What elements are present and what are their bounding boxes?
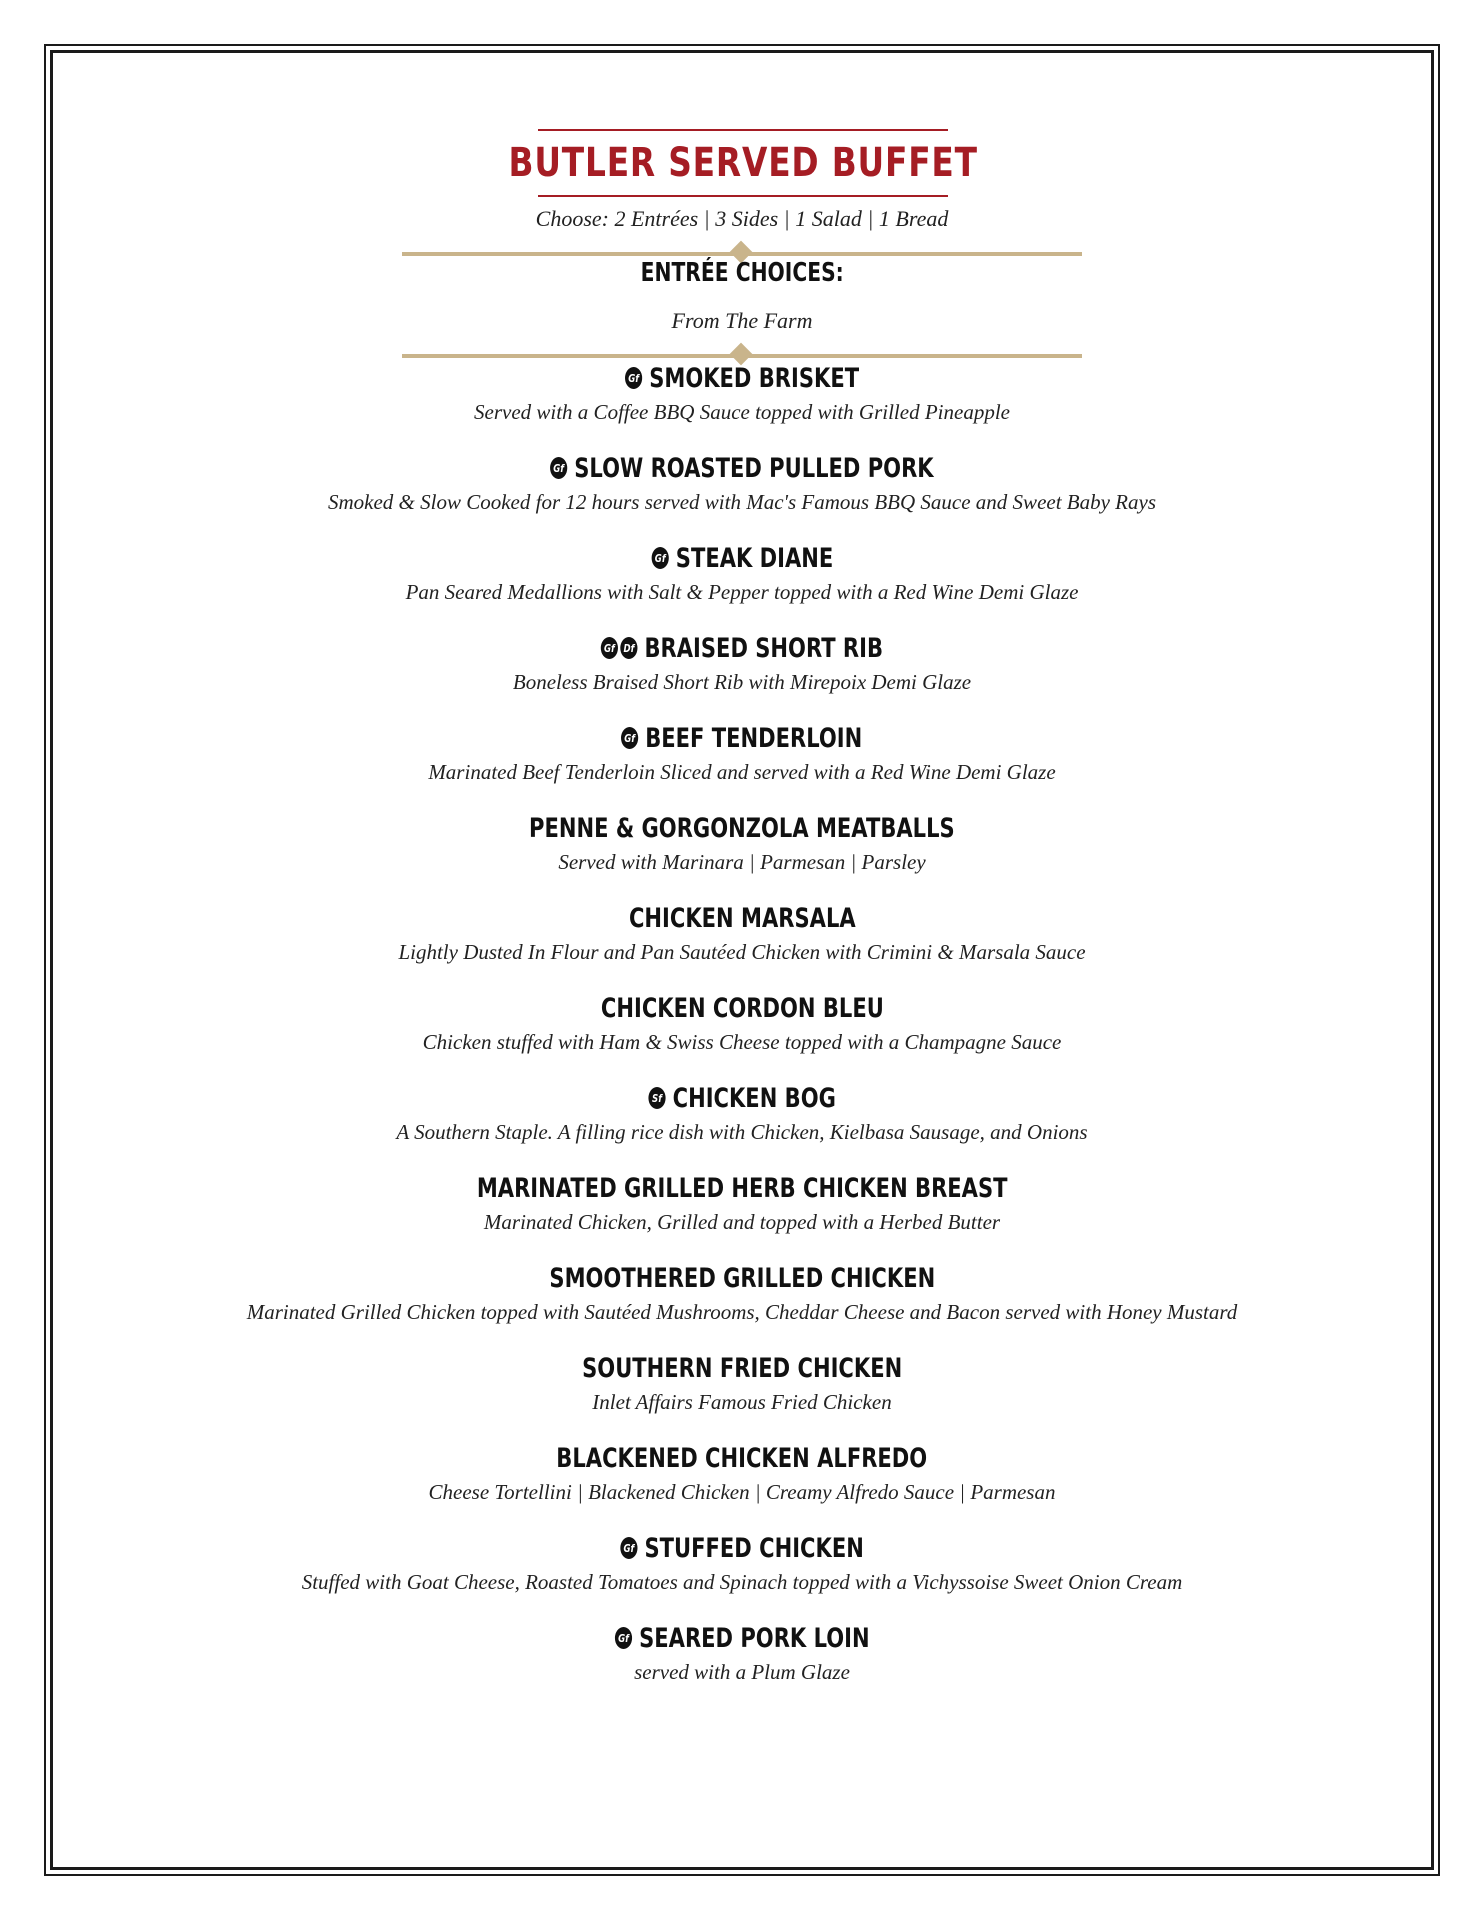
menu-item: [0, 990, 1484, 1080]
menu-item-title-group: [648, 1083, 835, 1114]
dietary-badges: [651, 547, 671, 569]
menu-item-header: [0, 630, 1484, 666]
menu-item-title-group: [601, 633, 883, 664]
menu-item-title-group: [625, 363, 859, 394]
menu-item-title-group: [601, 993, 884, 1024]
menu-item-title-group: [529, 813, 955, 844]
dietary-badges: [621, 727, 641, 749]
menu-item-description: Stuffed with Goat Cheese, Roasted Tomatoes and Spinach topped with a Vichyssoise Sweet Onion Cream: [301, 1570, 1183, 1594]
bottom-divider: [402, 354, 1082, 358]
menu-item-name: MARINATED GRILLED HERB CHICKEN BREAST: [476, 1172, 1008, 1204]
title-banner: [508, 129, 978, 197]
menu-item-description: Inlet Affairs Famous Fried Chicken: [592, 1390, 892, 1414]
menu-item: [0, 810, 1484, 900]
menu-item: [0, 1530, 1484, 1620]
menu-item-name: STUFFED CHICKEN: [644, 1532, 864, 1564]
menu-item-header: [0, 360, 1484, 396]
menu-item-header: [0, 810, 1484, 846]
dietary-badges: [648, 1087, 668, 1109]
menu-item: [0, 720, 1484, 810]
menu-item-title-group: [621, 723, 862, 754]
gf-badge-icon: Gf: [550, 457, 567, 479]
top-divider: [402, 252, 1082, 256]
menu-item-title-group: [549, 1263, 935, 1294]
menu-item-description: Pan Seared Medallions with Salt & Pepper topped with a Red Wine Demi Glaze: [405, 580, 1079, 604]
menu-item-header: [0, 450, 1484, 486]
gf-badge-icon: Gf: [651, 547, 668, 569]
menu-item: [0, 540, 1484, 630]
menu-item-name: SLOW ROASTED PULLED PORK: [574, 452, 934, 484]
dietary-badges: [620, 1537, 640, 1559]
menu-items-list: [0, 360, 1484, 1710]
menu-item-header: [0, 1620, 1484, 1656]
menu-item-description: Boneless Braised Short Rib with Mirepoix Demi Glaze: [512, 670, 972, 694]
menu-item-header: [0, 1170, 1484, 1206]
menu-item-title-group: [550, 453, 934, 484]
menu-item-header: [0, 1530, 1484, 1566]
menu-item-name: BEEF TENDERLOIN: [645, 722, 863, 754]
gf-badge-icon: Gf: [625, 367, 642, 389]
menu-item-name: SEARED PORK LOIN: [638, 1622, 870, 1654]
menu-item-description: Marinated Grilled Chicken topped with Sautéed Mushrooms, Cheddar Cheese and Bacon served with Honey Mustard: [246, 1300, 1238, 1324]
section-title-text: ENTRÉE CHOICES:: [640, 258, 844, 288]
menu-item: [0, 1350, 1484, 1440]
menu-item-title-group: [651, 543, 833, 574]
menu-item-title-group: [557, 1443, 928, 1474]
menu-item-description: served with a Plum Glaze: [634, 1660, 850, 1684]
menu-item-header: [0, 1080, 1484, 1116]
menu-item-name: PENNE & GORGONZOLA MEATBALLS: [529, 812, 955, 844]
section-title: [0, 258, 1484, 288]
menu-item-name: CHICKEN MARSALA: [628, 902, 856, 934]
menu-item-description: Smoked & Slow Cooked for 12 hours served with Mac's Famous BBQ Sauce and Sweet Baby Rays: [327, 490, 1157, 514]
menu-item-header: [0, 1350, 1484, 1386]
menu-item-name: SMOKED BRISKET: [649, 362, 860, 394]
menu-item: [0, 1080, 1484, 1170]
menu-item-title-group: [629, 903, 856, 934]
menu-item-name: CHICKEN BOG: [672, 1082, 836, 1114]
dietary-badges: [625, 367, 645, 389]
dietary-badges: [550, 457, 570, 479]
menu-item-header: [0, 990, 1484, 1026]
menu-item: [0, 450, 1484, 540]
sf-badge-icon: Sf: [648, 1087, 665, 1109]
menu-item-description: Marinated Beef Tenderloin Sliced and served with a Red Wine Demi Glaze: [428, 760, 1056, 784]
menu-item-description: Chicken stuffed with Ham & Swiss Cheese topped with a Champagne Sauce: [422, 1030, 1062, 1054]
menu-item: [0, 1440, 1484, 1530]
page-title: BUTLER SERVED BUFFET: [508, 140, 978, 186]
menu-item-title-group: [615, 1623, 870, 1654]
menu-item: [0, 1620, 1484, 1710]
menu-item-header: [0, 1440, 1484, 1476]
menu-item-name: STEAK DIANE: [675, 542, 833, 574]
gf-badge-icon: Gf: [615, 1627, 632, 1649]
menu-item-description: Served with Marinara | Parmesan | Parsley: [558, 850, 926, 874]
menu-item-description: Served with a Coffee BBQ Sauce topped with Grilled Pineapple: [474, 400, 1010, 424]
page-subtitle: Choose: 2 Entrées | 3 Sides | 1 Salad | 1 Bread: [535, 206, 949, 231]
menu-item-name: SOUTHERN FRIED CHICKEN: [581, 1352, 903, 1384]
menu-item-header: [0, 1260, 1484, 1296]
menu-item: [0, 360, 1484, 450]
menu-item-name: CHICKEN CORDON BLEU: [600, 992, 884, 1024]
menu-item-title-group: [477, 1173, 1008, 1204]
menu-item-name: SMOOTHERED GRILLED CHICKEN: [549, 1262, 935, 1294]
gf-badge-icon: Gf: [601, 637, 618, 659]
section-subtitle: From The Farm: [671, 308, 813, 333]
menu-item-header: [0, 540, 1484, 576]
menu-item: [0, 630, 1484, 720]
df-badge-icon: Df: [620, 637, 637, 659]
menu-item-description: Cheese Tortellini | Blackened Chicken | Creamy Alfredo Sauce | Parmesan: [428, 1480, 1056, 1504]
menu-item-name: BRAISED SHORT RIB: [644, 632, 884, 664]
dietary-badges: [601, 637, 640, 659]
gf-badge-icon: Gf: [620, 1537, 637, 1559]
gf-badge-icon: Gf: [621, 727, 638, 749]
menu-item: [0, 1260, 1484, 1350]
menu-item-description: Lightly Dusted In Flour and Pan Sautéed Chicken with Crimini & Marsala Sauce: [398, 940, 1086, 964]
menu-item-header: [0, 720, 1484, 756]
menu-item-name: BLACKENED CHICKEN ALFREDO: [556, 1442, 928, 1474]
menu-item: [0, 900, 1484, 990]
menu-item-title-group: [582, 1353, 902, 1384]
menu-item-title-group: [620, 1533, 863, 1564]
dietary-badges: [615, 1627, 635, 1649]
menu-item-description: Marinated Chicken, Grilled and topped with a Herbed Butter: [483, 1210, 1001, 1234]
menu-item-header: [0, 900, 1484, 936]
menu-item: [0, 1170, 1484, 1260]
menu-item-description: A Southern Staple. A filling rice dish with Chicken, Kielbasa Sausage, and Onions: [396, 1120, 1088, 1144]
